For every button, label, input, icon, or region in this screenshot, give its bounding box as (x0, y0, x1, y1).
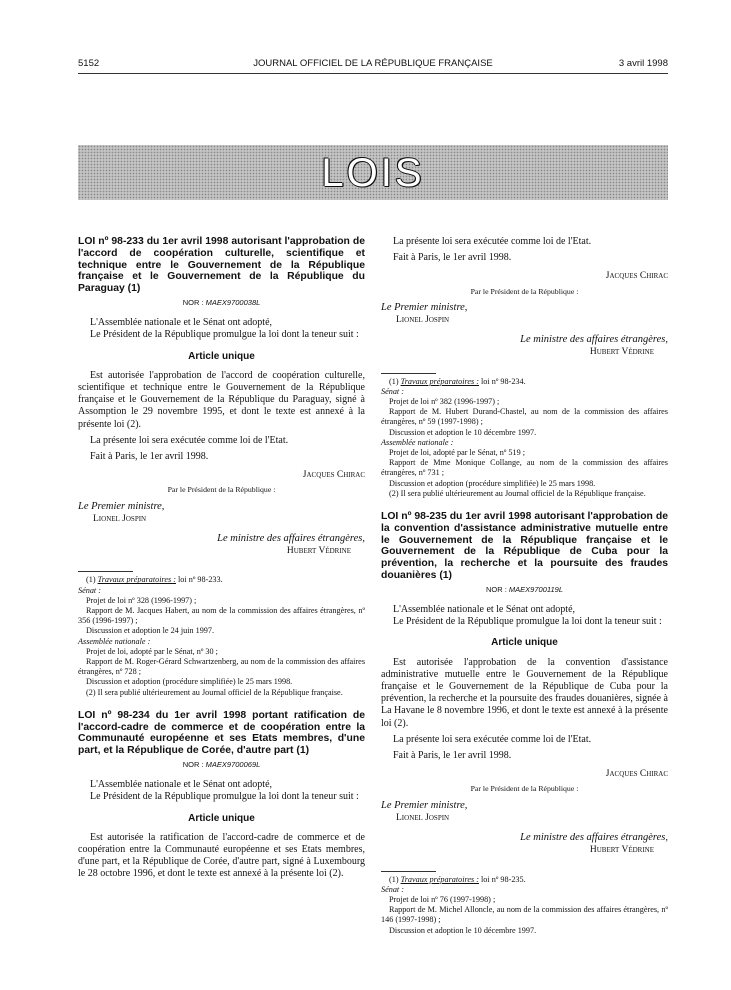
prime-minister-name: Lionel Jospin (396, 315, 450, 326)
promulgation-line: Le Président de la République promulgue la loi dont la teneur suit : (90, 791, 359, 803)
execution-line: La présente loi sera exécutée comme loi de l'Etat. (90, 434, 289, 446)
section-title: LOIS (321, 151, 425, 195)
right-column (381, 236, 668, 936)
footnote-item: Discussion et adoption (procédure simplifiée) le 25 mars 1998. (389, 478, 596, 488)
footnotes (381, 377, 668, 499)
nor-code: MAEX9700069L (205, 760, 261, 770)
prime-minister-title: Le Premier ministre, (78, 500, 165, 512)
law-98-233 (78, 236, 365, 698)
adoption-line: L'Assemblée nationale et le Sénat ont adopté, (393, 604, 576, 616)
footnote-heading: (1) Travaux préparatoires : loi nº 98-235. (389, 874, 526, 884)
chamber-senat: Sénat : (381, 386, 404, 396)
page-number: 5152 (78, 58, 100, 69)
president-signature: Jacques Chirac (302, 470, 365, 481)
footnote-item: Projet de loi nº 328 (1996-1997) ; (86, 595, 197, 605)
footnotes (381, 875, 668, 936)
footnote-heading: (1) Travaux préparatoires : loi nº 98-233. (86, 575, 223, 585)
footnote-item: Discussion et adoption le 10 décembre 1997. (389, 427, 537, 437)
page-header (78, 58, 668, 72)
minister-name: Hubert Védrine (589, 845, 654, 856)
footnote-item: Rapport de M. Michel Alloncle, au nom de la commission des affaires étrangères, nº 146 (1997-1998) ; (381, 905, 668, 925)
header-rule (78, 73, 668, 74)
chamber-assemblee: Assemblée nationale : (78, 636, 151, 646)
execution-line: La présente loi sera exécutée comme loi de l'Etat. (393, 236, 592, 247)
article-heading: Article unique (491, 637, 558, 649)
minister-title: Le ministre des affaires étrangères, (520, 334, 668, 346)
law-98-234-continued (381, 236, 668, 499)
adoption-line: L'Assemblée nationale et le Sénat ont adopté, (90, 317, 273, 329)
chamber-senat: Sénat : (381, 884, 404, 894)
by-president-label: Par le Président de la République : (470, 286, 579, 296)
nor-code: MAEX9700119L (508, 584, 563, 594)
nor-reference: NOR : MAEX9700069L (182, 760, 261, 770)
footnote-item: Rapport de M. Hubert Durand-Chastel, au nom de la commission des affaires étrangères, nº 59 (1997-1998) ; (381, 407, 668, 427)
footnote-item: Discussion et adoption le 10 décembre 1997. (389, 925, 537, 935)
footnote-item: Projet de loi, adopté par le Sénat, nº 519 ; (389, 448, 526, 458)
nor-reference: NOR : MAEX9700038L (182, 297, 261, 307)
footnote-item: (2) Il sera publié ultérieurement au Journal officiel de la République française. (389, 488, 646, 498)
president-signature: Jacques Chirac (605, 769, 668, 780)
law-title: LOI nº 98-235 du 1er avril 1998 autorisant l'approbation de la convention d'assistance administrative mutuelle entre le Gouvernement de la République française et le Gouvernement de la République de Cuba pour la prévention, la recherche et la poursuite des fraudes douanières (1) (381, 511, 668, 582)
footnote-item: Projet de loi nº 382 (1996-1997) ; (389, 397, 500, 407)
law-title: LOI nº 98-234 du 1er avril 1998 portant ratification de l'accord-cadre de commerce et de coopération entre la Communauté européenne et ses Etats membres, d'une part, et la République de Corée, d'autre part (1) (78, 709, 365, 757)
article-heading: Article unique (188, 350, 255, 362)
footnote-rule (78, 571, 133, 572)
travaux-link: Travaux préparatoires : (97, 575, 176, 585)
law-title: LOI nº 98-233 du 1er avril 1998 autorisant l'approbation de l'accord de coopération culturelle, scientifique et technique entre le Gouvernement de la République française et le Gouvernement de la République du Paraguay (1) (78, 236, 365, 295)
execution-line: La présente loi sera exécutée comme loi de l'Etat. (393, 733, 592, 745)
adoption-line: L'Assemblée nationale et le Sénat ont adopté, (90, 779, 273, 791)
travaux-link: Travaux préparatoires : (400, 874, 479, 884)
footnote-item: Rapport de Mme Monique Collange, au nom de la commission des affaires étrangères, nº 731 ; (381, 458, 668, 478)
section-banner (78, 145, 668, 200)
signing-place: Fait à Paris, le 1er avril 1998. (393, 252, 512, 264)
prime-minister-title: Le Premier ministre, (381, 799, 468, 811)
footnote-rule (381, 373, 436, 374)
minister-name: Hubert Védrine (589, 347, 654, 358)
promulgation-line: Le Président de la République promulgue la loi dont la teneur suit : (393, 616, 662, 628)
footnote-item: (2) Il sera publié ultérieurement au Journal officiel de la République française. (86, 687, 343, 697)
footnote-item: Projet de loi nº 76 (1997-1998) ; (389, 894, 496, 904)
footnote-item: Discussion et adoption le 24 juin 1997. (86, 626, 215, 636)
signing-place: Fait à Paris, le 1er avril 1998. (90, 451, 209, 463)
article-body: Est autorisée l'approbation de l'accord de coopération culturelle, scientifique et technique entre le Gouvernement de la République française et le Gouvernement de la République du Paraguay, signé à Assomption le 29 novembre 1995, et dont le texte est annexé à la présente loi (2). (78, 369, 365, 430)
promulgation-line: Le Président de la République promulgue la loi dont la teneur suit : (90, 329, 359, 341)
footnote-item: Discussion et adoption (procédure simplifiée) le 25 mars 1998. (86, 677, 293, 687)
article-heading: Article unique (188, 812, 255, 824)
footnote-rule (381, 871, 436, 872)
footnotes (78, 575, 365, 697)
law-98-234 (78, 710, 365, 881)
president-signature: Jacques Chirac (605, 271, 668, 282)
footnote-item: Rapport de M. Jacques Habert, au nom de la commission des affaires étrangères, nº 356 (1996-1997) ; (78, 606, 365, 626)
chamber-senat: Sénat : (78, 585, 101, 595)
article-body: Est autorisée la ratification de l'accord-cadre de commerce et de coopération entre la Communauté européenne et ses Etats membres, d'une part, et la République de Corée, d'autre part, signé à Luxembourg le 28 octobre 1996, et dont le texte est annexé à la présente loi (2). (78, 831, 365, 880)
by-president-label: Par le Président de la République : (167, 485, 276, 495)
signing-place: Fait à Paris, le 1er avril 1998. (393, 750, 512, 762)
nor-code: MAEX9700038L (205, 297, 261, 307)
footnote-item: Rapport de M. Roger-Gérard Schwartzenberg, au nom de la commission des affaires étrangères, nº 728 ; (78, 657, 365, 677)
chamber-assemblee: Assemblée nationale : (381, 437, 454, 447)
travaux-link: Travaux préparatoires : (400, 376, 479, 386)
footnote-heading: (1) Travaux préparatoires : loi nº 98-234. (389, 376, 526, 386)
left-column (78, 236, 365, 881)
article-body: Est autorisée l'approbation de la convention d'assistance administrative mutuelle entre le Gouvernement de la République française et le Gouvernement de la République de Cuba pour la prévention, la recherche et la poursuite des fraudes douanières, signée à La Havane le 8 novembre 1996, et dont le texte est annexé à la présente loi (2). (381, 656, 668, 729)
minister-name: Hubert Védrine (286, 546, 351, 557)
nor-reference: NOR : MAEX9700119L (485, 584, 563, 594)
prime-minister-title: Le Premier ministre, (381, 301, 468, 313)
prime-minister-name: Lionel Jospin (396, 812, 450, 823)
minister-title: Le ministre des affaires étrangères, (520, 832, 668, 844)
by-president-label: Par le Président de la République : (470, 784, 579, 794)
prime-minister-name: Lionel Jospin (93, 513, 147, 524)
footnote-item: Projet de loi, adopté par le Sénat, nº 30 ; (86, 646, 218, 656)
law-98-235 (381, 511, 668, 936)
journal-title: JOURNAL OFFICIEL DE LA RÉPUBLIQUE FRANÇAISE (253, 58, 493, 69)
issue-date: 3 avril 1998 (618, 58, 668, 69)
minister-title: Le ministre des affaires étrangères, (217, 533, 365, 545)
